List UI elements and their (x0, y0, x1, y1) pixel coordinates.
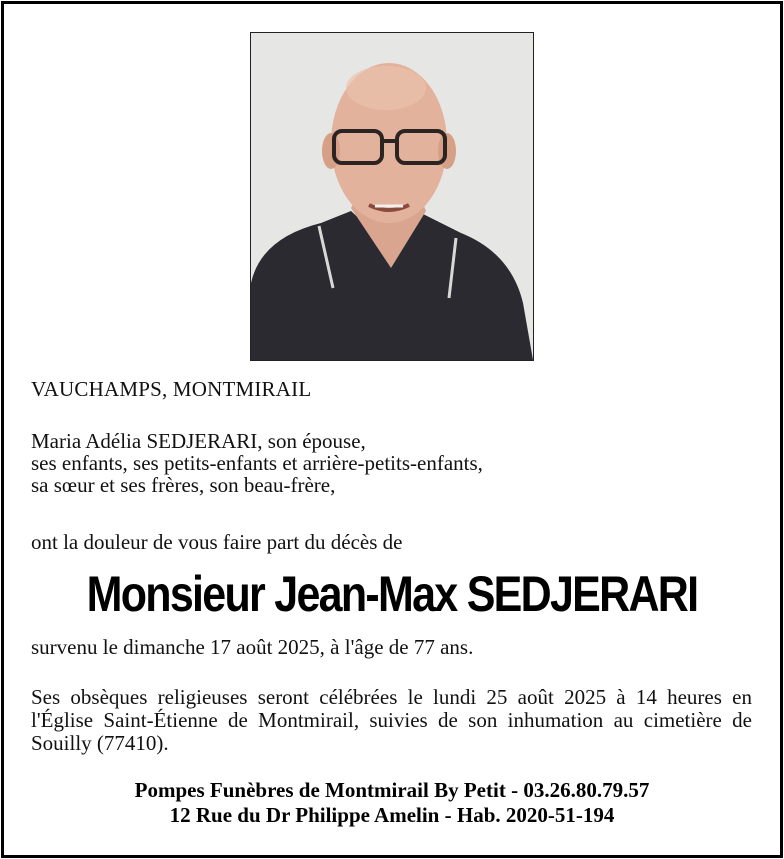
death-info: survenu le dimanche 17 août 2025, à l'âge de 77 ans. (31, 635, 474, 659)
deceased-name: Monsieur Jean-Max SEDJERARI (86, 566, 698, 622)
family-line: ses enfants, ses petits-enfants et arrière-petits-enfants, (31, 451, 483, 475)
funeral-home-contact (0, 778, 784, 828)
announcement: ont la douleur de vous faire part du décès de (31, 530, 403, 554)
family-line: sa sœur et ses frères, son beau-frère, (31, 473, 336, 497)
portrait-photo (250, 32, 534, 361)
family-line: Maria Adélia SEDJERARI, son épouse, (31, 429, 366, 453)
funeral-home-line2: 12 Rue du Dr Philippe Amelin - Hab. 2020-51-194 (169, 803, 615, 827)
family-list (31, 430, 752, 496)
location: VAUCHAMPS, MONTMIRAIL (31, 377, 312, 401)
funeral-details: Ses obsèques religieuses seront célébrées le lundi 25 août 2025 à 14 heures en l'Église Saint-Étienne de Montmirail, suivies de son inhumation au cimetière de Souilly (77410). (31, 685, 752, 755)
funeral-home-line1: Pompes Funèbres de Montmirail By Petit - 03.26.80.79.57 (134, 778, 650, 802)
